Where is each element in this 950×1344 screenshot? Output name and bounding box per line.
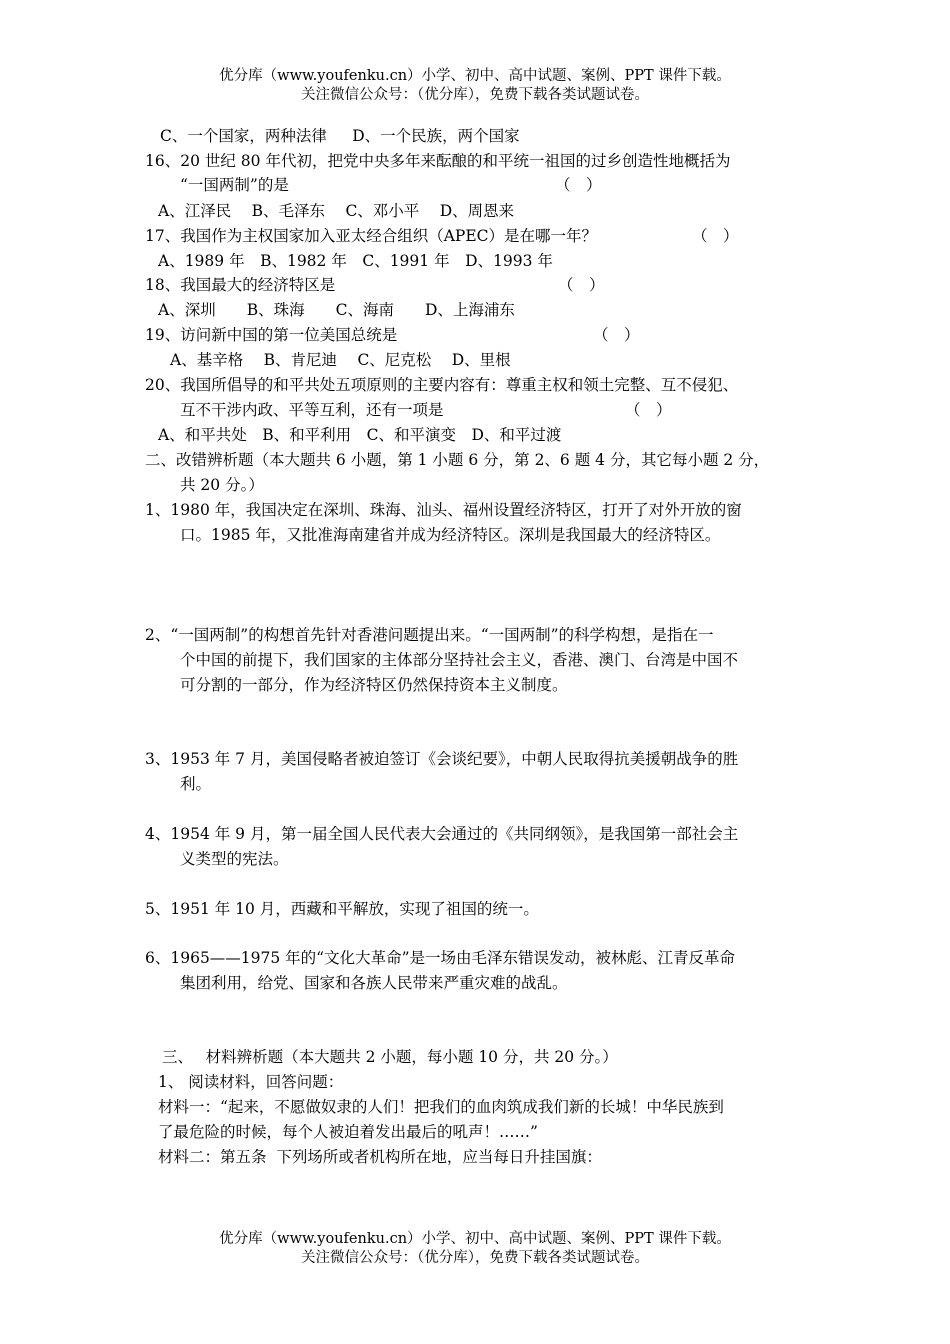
page-header-line1: 优分库（www.youfenku.cn）小学、初中、高中试题、案例、PPT 课件下载。 <box>219 68 731 84</box>
s2-item2-line3: 可分割的一部分，作为经济特区仍然保持资本主义制度。 <box>180 676 568 694</box>
page-header-line2: 关注微信公众号：（优分库），免费下载各类试题试卷。 <box>301 87 649 103</box>
s2-item4-line2: 义类型的宪法。 <box>180 850 289 868</box>
s3-material2-line1: 材料二：第五条 下列场所或者机构所在地，应当每日升挂国旗： <box>158 1148 602 1166</box>
page-footer-line1: 优分库（www.youfenku.cn）小学、初中、高中试题、案例、PPT 课件下载。 <box>219 1231 731 1247</box>
s2-item2-line1: 2、“一国两制”的构想首先针对香港问题提出来。“一国两制”的科学构想，是指在一 <box>145 626 714 644</box>
q17-options: A、1989 年 B、1982 年 C、1991 年 D、1993 年 <box>158 252 553 270</box>
q20-answer-paren: （ ） <box>625 401 672 419</box>
s3-material1-line1: 材料一：“起来，不愿做奴隶的人们！把我们的血肉筑成我们新的长城！中华民族到 <box>158 1098 724 1116</box>
s2-item3-line1: 3、1953 年 7 月，美国侵略者被迫签订《会谈纪要》，中朝人民取得抗美援朝战争的胜 <box>145 750 739 768</box>
section2-title-line1: 二、改错辨析题（本大题共 6 小题，第 1 小题 6 分，第 2、6 题 4 分，其它每小题 2 分， <box>145 451 770 469</box>
q19-options: A、基辛格 B、肯尼迪 C、尼克松 D、里根 <box>170 351 511 369</box>
q16-options: A、江泽民 B、毛泽东 C、邓小平 D、周恩来 <box>158 202 515 220</box>
q20-options: A、和平共处 B、和平利用 C、和平演变 D、和平过渡 <box>158 426 562 444</box>
q17-line1: 17、我国作为主权国家加入亚太经合组织（APEC）是在哪一年？ <box>145 227 598 245</box>
q18-options: A、深圳 B、珠海 C、海南 D、上海浦东 <box>158 301 515 319</box>
q16-answer-paren: （ ） <box>555 176 602 194</box>
s2-item1-line1: 1、1980 年，我国决定在深圳、珠海、汕头、福州设置经济特区，打开了对外开放的窗 <box>145 501 742 519</box>
q15-options: C、一个国家，两种法律 D、一个民族，两个国家 <box>160 127 520 145</box>
q19-answer-paren: （ ） <box>593 326 640 344</box>
q17-answer-paren: （ ） <box>692 227 739 245</box>
s2-item3-line2: 利。 <box>180 775 212 793</box>
q16-line2: “一国两制”的是 <box>180 176 289 194</box>
q18-line1: 18、我国最大的经济特区是 <box>145 276 336 294</box>
s2-item1-line2: 口。1985 年，又批准海南建省并成为经济特区。深圳是我国最大的经济特区。 <box>180 526 721 544</box>
s2-item5-line1: 5、1951 年 10 月，西藏和平解放，实现了祖国的统一。 <box>145 900 539 918</box>
s3-q1: 1、 阅读材料，回答问题： <box>158 1073 344 1091</box>
q20-line1: 20、我国所倡导的和平共处五项原则的主要内容有：尊重主权和领土完整、互不侵犯、 <box>145 376 739 394</box>
q20-line2: 互不干涉内政、平等互利，还有一项是 <box>180 401 444 419</box>
s2-item2-line2: 个中国的前提下，我们国家的主体部分坚持社会主义，香港、澳门、台湾是中国不 <box>180 651 739 669</box>
q19-line1: 19、访问新中国的第一位美国总统是 <box>145 326 398 344</box>
s2-item4-line1: 4、1954 年 9 月，第一届全国人民代表大会通过的《共同纲领》，是我国第一部社会主 <box>145 825 739 843</box>
q18-answer-paren: （ ） <box>558 276 605 294</box>
q16-line1: 16、20 世纪 80 年代初，把党中央多年来酝酿的和平统一祖国的过乡创造性地概括为 <box>145 152 731 170</box>
section3-title: 三、 材料辨析题（本大题共 2 小题，每小题 10 分，共 20 分。） <box>162 1048 618 1066</box>
section2-title-line2: 共 20 分。） <box>180 476 264 494</box>
s3-material1-line2: 了最危险的时候，每个人被迫着发出最后的吼声！……” <box>158 1123 538 1141</box>
page-footer-line2: 关注微信公众号：（优分库），免费下载各类试题试卷。 <box>301 1250 649 1266</box>
s2-item6-line2: 集团利用，给党、国家和各族人民带来严重灾难的战乱。 <box>180 974 568 992</box>
s2-item6-line1: 6、1965——1975 年的“文化大革命”是一场由毛泽东错误发动，被林彪、江青反革命 <box>145 949 736 967</box>
